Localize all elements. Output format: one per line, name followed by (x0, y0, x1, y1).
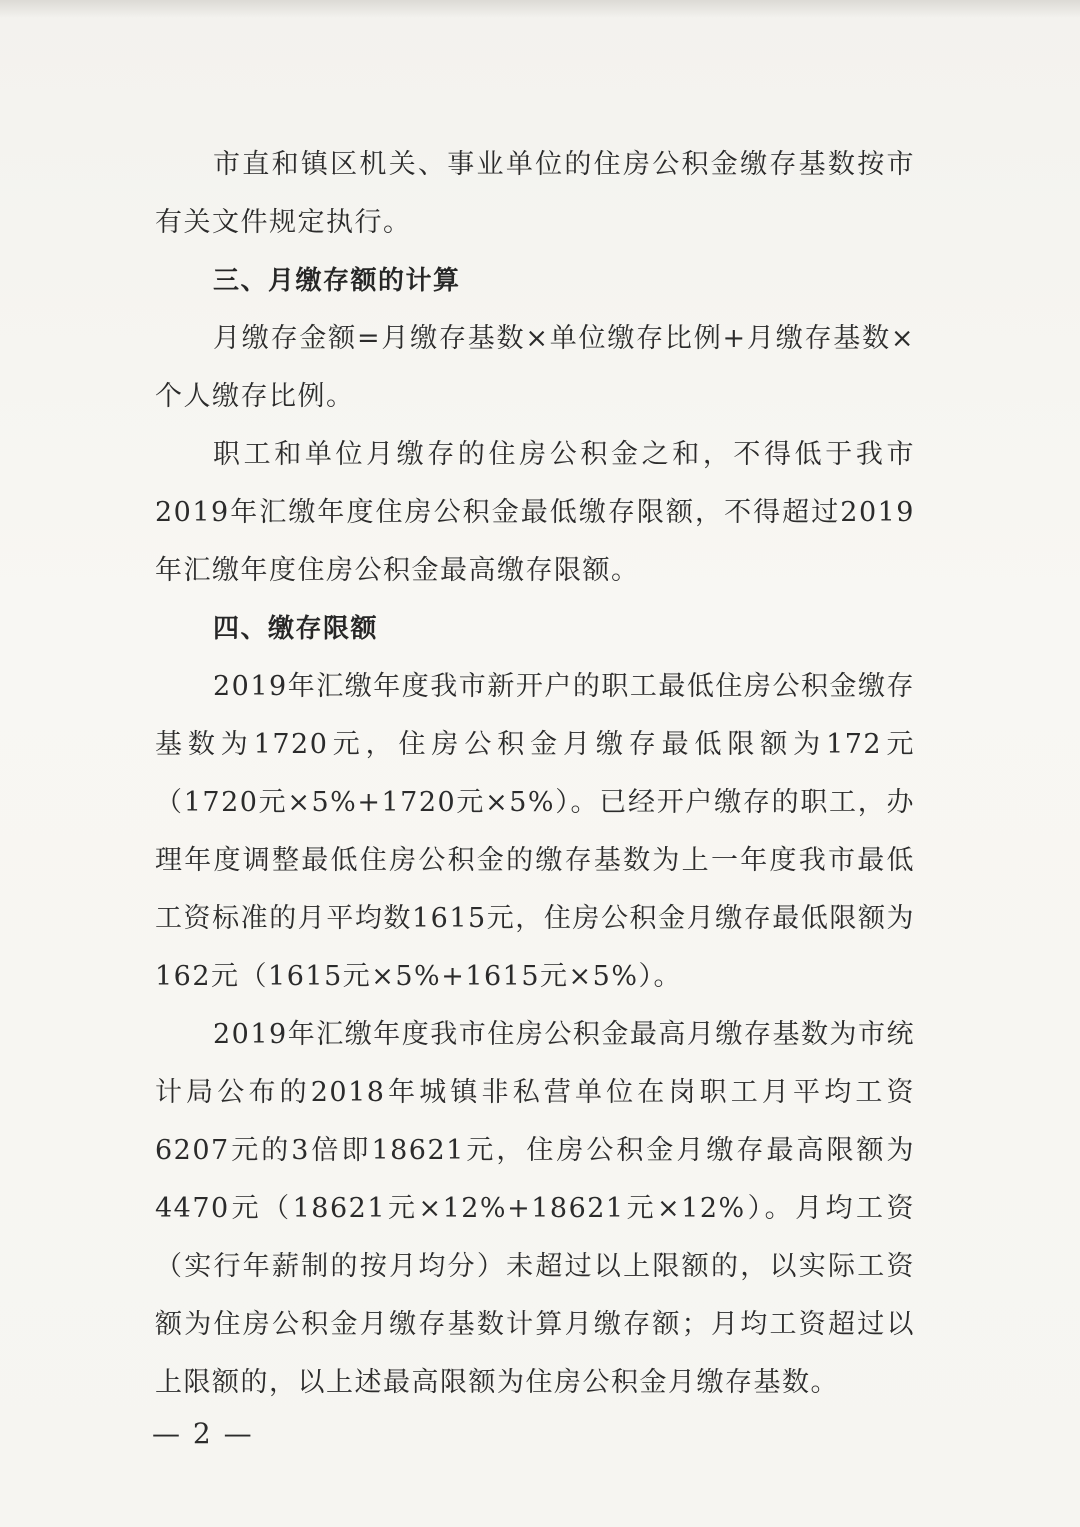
page-top-shadow (0, 0, 1080, 18)
document-body (155, 136, 915, 1412)
page-number: — 2 — (152, 1417, 254, 1450)
section-heading-4: 四、缴存限额 (213, 614, 379, 644)
paragraph-basis-rule: 市直和镇区机关、事业单位的住房公积金缴存基数按市有关文件规定执行。 (155, 149, 915, 238)
section-heading-3: 三、月缴存额的计算 (213, 266, 461, 296)
paragraph-formula: 月缴存金额=月缴存基数×单位缴存比例+月缴存基数×个人缴存比例。 (155, 323, 915, 412)
paragraph-maximum-limit: 2019年汇缴年度我市住房公积金最高月缴存基数为市统计局公布的2018年城镇非私营单位在岗职工月平均工资6207元的3倍即18621元，住房公积金月缴存最高限额为4470元（18621元×12%+18621元×12%）。月均工资（实行年薪制的按月均分）未超过以上限额的，以实际工资额为住房公积金月缴存基数计算月缴存额；月均工资超过以上限额的，以上述最高限额为住房公积金月缴存基数。 (155, 1019, 915, 1398)
paragraph-minimum-limit: 2019年汇缴年度我市新开户的职工最低住房公积金缴存基数为1720元，住房公积金月缴存最低限额为172元（1720元×5%+1720元×5%）。已经开户缴存的职工，办理年度调整最低住房公积金的缴存基数为上一年度我市最低工资标准的月平均数1615元，住房公积金月缴存最低限额为162元（1615元×5%+1615元×5%）。 (155, 671, 915, 992)
paragraph-limit-rule: 职工和单位月缴存的住房公积金之和，不得低于我市2019年汇缴年度住房公积金最低缴存限额，不得超过2019年汇缴年度住房公积金最高缴存限额。 (155, 439, 915, 586)
